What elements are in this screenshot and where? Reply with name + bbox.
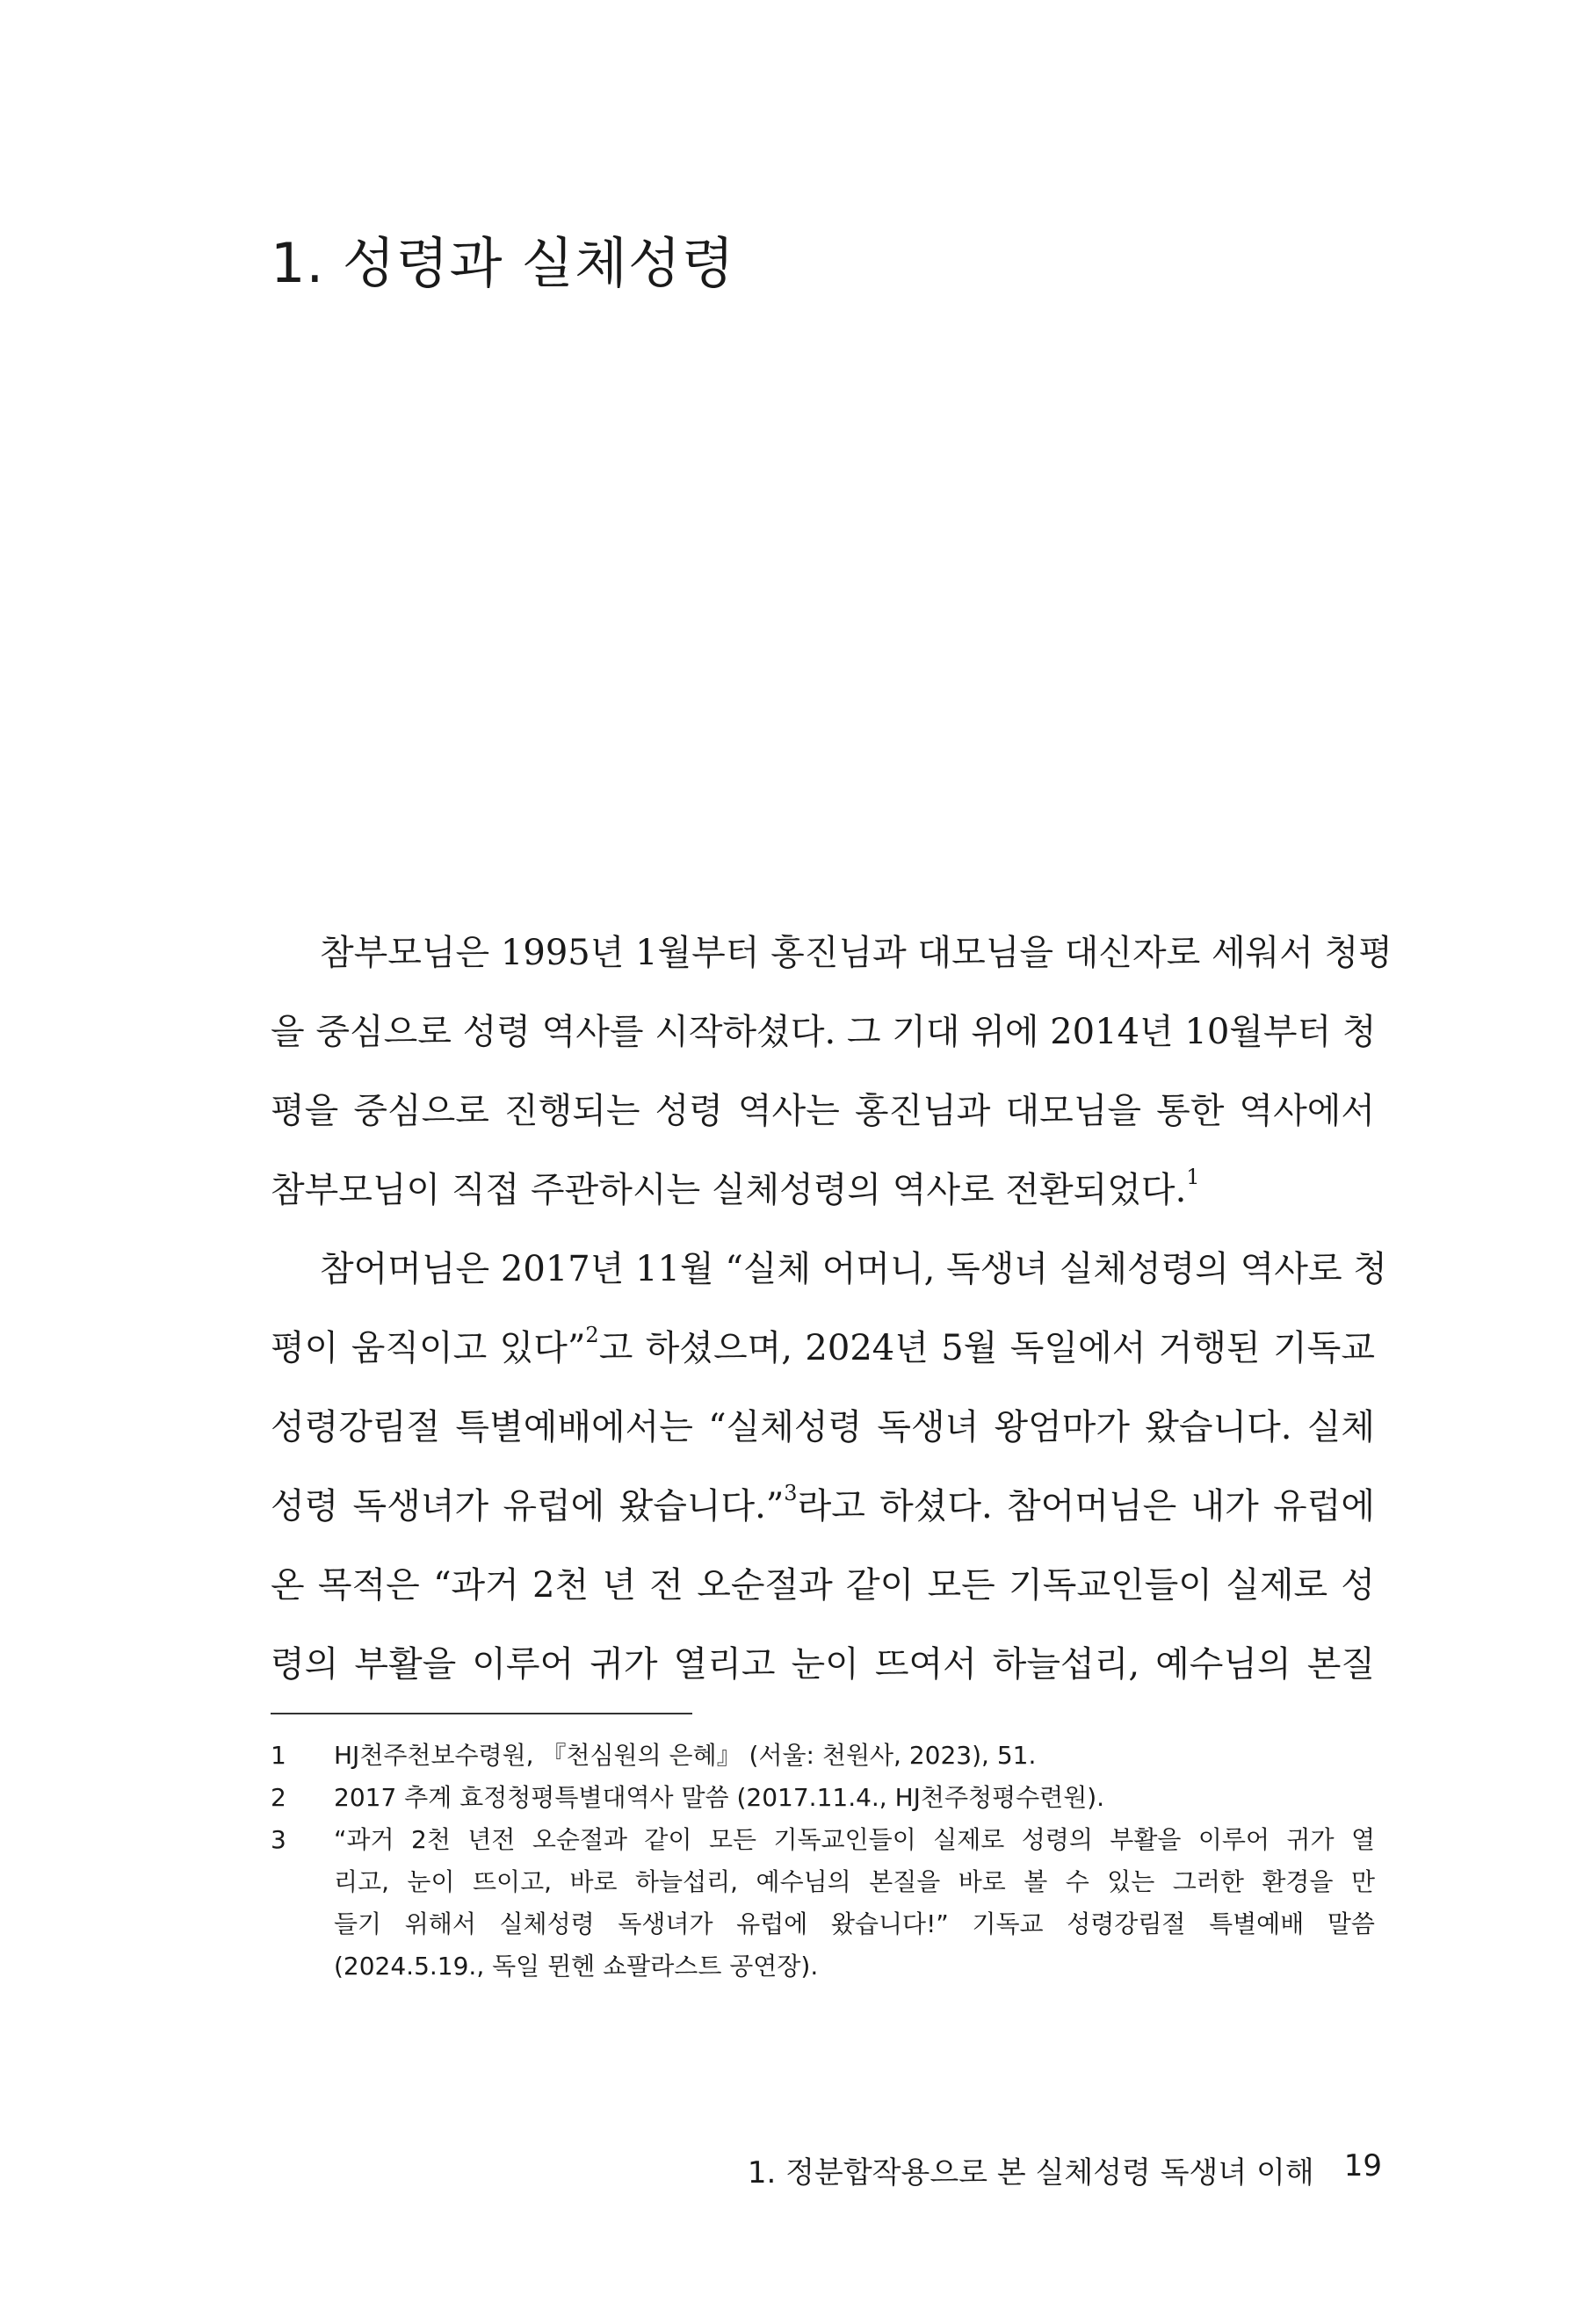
footnotes: [271, 1735, 1375, 1988]
body-line-text: 고 하셨으며, 2024년 5월 독일에서 거행된 기독교: [598, 1328, 1376, 1368]
footnote-divider: [271, 1713, 692, 1714]
section-title: 1. 성령과 실체성령: [271, 231, 735, 295]
footnote-ref[interactable]: 3: [784, 1481, 798, 1505]
body-line: 평을 중심으로 진행되는 성령 역사는 홍진님과 대모님을 통한 역사에서: [271, 1091, 1375, 1131]
running-title: 1. 정분합작용으로 본 실체성령 독생녀 이해: [747, 2155, 1314, 2190]
page-footer: [748, 2148, 1382, 2191]
body-line: 참부모님은 1995년 1월부터 홍진님과 대모님을 대신자로 세워서 청평: [320, 933, 1393, 973]
footnote-ref[interactable]: 1: [1186, 1165, 1200, 1189]
page-number: 19: [1343, 2148, 1382, 2183]
footnote-text: 리고, 눈이 뜨이고, 바로 하늘섭리, 예수님의 본질을 바로 볼 수 있는 그러한 환경을 만: [334, 1867, 1375, 1896]
footnote-2: [271, 1777, 1375, 1819]
body-line: [271, 1476, 1375, 1555]
footnote-number: 1: [271, 1741, 286, 1770]
footnote-text: 2017 추계 효정청평특별대역사 말씀 (2017.11.4., HJ천주청평수련원).: [334, 1783, 1105, 1812]
body-line-text: 평이 움직이고 있다”: [271, 1328, 586, 1368]
body-line-text: 라고 하셨다. 참어머님은 내가 유럽에: [797, 1486, 1375, 1526]
footnote-text: “과거 2천 년전 오순절과 같이 모든 기독교인들이 실제로 성령의 부활을 이루어 귀가 열: [334, 1825, 1375, 1854]
body-line: [271, 1159, 1375, 1238]
body-line: 온 목적은 “과거 2천 년 전 오순절과 같이 모든 기독교인들이 실제로 성: [271, 1565, 1375, 1606]
footnote-1: [271, 1735, 1375, 1777]
footnote-3: [271, 1819, 1375, 1988]
body-line: 참어머님은 2017년 11월 “실체 어머니, 독생녀 실체성령의 역사로 청: [320, 1249, 1387, 1289]
body-line-text: 참부모님이 직접 주관하시는 실체성령의 역사로 전환되었다.: [271, 1170, 1187, 1210]
footnote-text: (2024.5.19., 독일 뮌헨 쇼팔라스트 공연장).: [334, 1952, 819, 1981]
body-line-text: 성령 독생녀가 유럽에 왔습니다.”: [271, 1486, 785, 1526]
body-line: 령의 부활을 이루어 귀가 열리고 눈이 뜨여서 하늘섭리, 예수님의 본질: [271, 1644, 1375, 1685]
footnote-number: 3: [271, 1825, 286, 1854]
body-line: 을 중심으로 성령 역사를 시작하셨다. 그 기대 위에 2014년 10월부터 청: [271, 1012, 1377, 1052]
body-text: [271, 922, 1393, 1713]
footnote-number: 2: [271, 1783, 286, 1812]
body-line: [271, 1317, 1375, 1397]
footnote-text: HJ천주천보수령원, 『천심원의 은혜』 (서울: 천원사, 2023), 51.: [334, 1741, 1037, 1770]
footnote-ref[interactable]: 2: [585, 1323, 599, 1347]
body-line: 성령강림절 특별예배에서는 “실체성령 독생녀 왕엄마가 왔습니다. 실체: [271, 1407, 1375, 1447]
footnote-text: 들기 위해서 실체성령 독생녀가 유럽에 왔습니다!” 기독교 성령강림절 특별예배 말씀: [334, 1909, 1375, 1938]
